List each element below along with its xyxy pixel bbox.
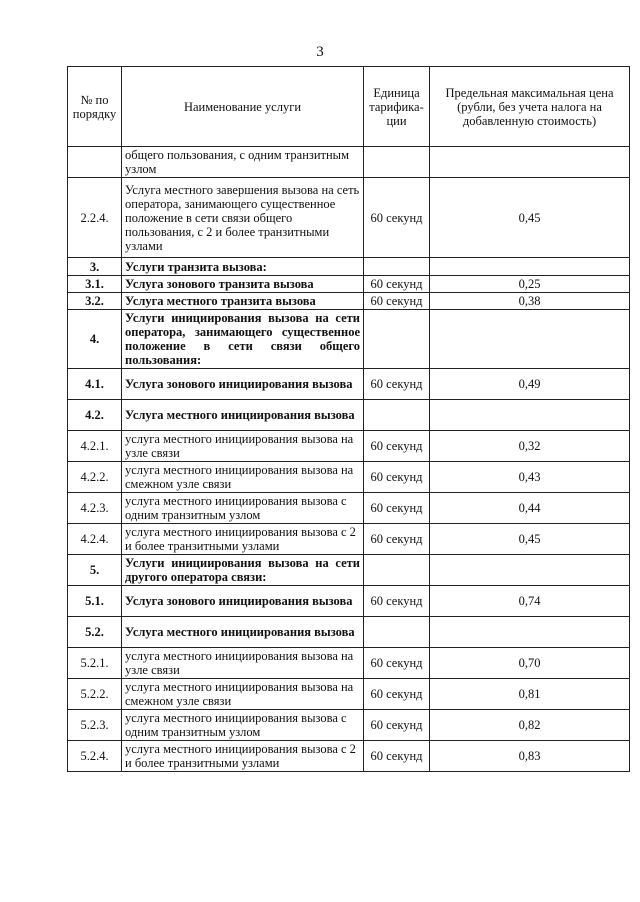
row-num: 5.2.4.	[68, 741, 122, 772]
row-name: услуга местного инициирования вызова на смежном узле связи	[122, 679, 364, 710]
header-unit: Единица тарифика-ции	[364, 67, 430, 147]
table-row	[68, 293, 630, 310]
row-name: услуга местного инициирования вызова на смежном узле связи	[122, 462, 364, 493]
row-price: 0,45	[430, 524, 630, 555]
table-row	[68, 524, 630, 555]
row-unit: 60 секунд	[364, 178, 430, 258]
row-price: 0,82	[430, 710, 630, 741]
table-row	[68, 555, 630, 586]
row-price: 0,70	[430, 648, 630, 679]
row-price: 0,43	[430, 462, 630, 493]
row-name: Услуги инициирования вызова на сети другого оператора связи:	[122, 555, 364, 586]
row-num: 4.2.1.	[68, 431, 122, 462]
row-name: Услуги инициирования вызова на сети оператора, занимающего существенное положение в сети связи общего пользования:	[122, 310, 364, 369]
row-name: Услуга зонового инициирования вызова	[122, 586, 364, 617]
table-row	[68, 679, 630, 710]
table-row	[68, 310, 630, 369]
row-price: 0,49	[430, 369, 630, 400]
row-num: 4.	[68, 310, 122, 369]
row-name: услуга местного инициирования вызова с одним транзитным узлом	[122, 710, 364, 741]
row-num: 3.2.	[68, 293, 122, 310]
row-unit: 60 секунд	[364, 679, 430, 710]
row-price: 0,45	[430, 178, 630, 258]
row-num: 5.	[68, 555, 122, 586]
table-row	[68, 178, 630, 258]
row-unit: 60 секунд	[364, 293, 430, 310]
table-header-row	[68, 67, 630, 147]
row-unit: 60 секунд	[364, 710, 430, 741]
row-name: Услуга местного инициирования вызова	[122, 400, 364, 431]
row-num: 5.1.	[68, 586, 122, 617]
row-num: 4.2.4.	[68, 524, 122, 555]
row-name: услуга местного инициирования вызова с одним транзитным узлом	[122, 493, 364, 524]
row-num: 3.	[68, 258, 122, 276]
row-name: Услуга местного инициирования вызова	[122, 617, 364, 648]
row-name: Услуги транзита вызова:	[122, 258, 364, 276]
table-row	[68, 258, 630, 276]
row-num: 5.2.1.	[68, 648, 122, 679]
table-row	[68, 400, 630, 431]
header-price: Предельная максимальная цена (рубли, без учета налога на добавленную стоимость)	[430, 67, 630, 147]
row-num: 4.2.3.	[68, 493, 122, 524]
row-unit: 60 секунд	[364, 276, 430, 293]
row-num: 4.2.	[68, 400, 122, 431]
row-unit	[364, 147, 430, 178]
row-num: 4.2.2.	[68, 462, 122, 493]
header-num: № по порядку	[68, 67, 122, 147]
table-row	[68, 710, 630, 741]
row-name: Услуга местного транзита вызова	[122, 293, 364, 310]
row-price	[430, 555, 630, 586]
table-row	[68, 369, 630, 400]
row-price	[430, 617, 630, 648]
row-num: 4.1.	[68, 369, 122, 400]
row-name: услуга местного инициирования вызова на узле связи	[122, 431, 364, 462]
row-unit: 60 секунд	[364, 648, 430, 679]
row-price: 0,81	[430, 679, 630, 710]
row-price: 0,83	[430, 741, 630, 772]
row-unit: 60 секунд	[364, 524, 430, 555]
row-price	[430, 258, 630, 276]
row-name: услуга местного инициирования вызова с 2 и более транзитными узлами	[122, 524, 364, 555]
row-unit	[364, 400, 430, 431]
row-name: Услуга зонового инициирования вызова	[122, 369, 364, 400]
row-num: 3.1.	[68, 276, 122, 293]
row-price: 0,74	[430, 586, 630, 617]
row-name: услуга местного инициирования вызова на узле связи	[122, 648, 364, 679]
page-number: 3	[316, 44, 324, 60]
row-name: общего пользования, с одним транзитным узлом	[122, 147, 364, 178]
row-unit: 60 секунд	[364, 431, 430, 462]
row-price: 0,44	[430, 493, 630, 524]
row-price: 0,25	[430, 276, 630, 293]
row-price	[430, 147, 630, 178]
table-row	[68, 586, 630, 617]
table-row	[68, 617, 630, 648]
table-row	[68, 648, 630, 679]
row-unit	[364, 555, 430, 586]
row-num: 5.2.	[68, 617, 122, 648]
row-num: 5.2.3.	[68, 710, 122, 741]
row-unit	[364, 258, 430, 276]
row-price	[430, 400, 630, 431]
table-row	[68, 462, 630, 493]
table-row	[68, 493, 630, 524]
row-unit: 60 секунд	[364, 493, 430, 524]
table-row	[68, 431, 630, 462]
row-unit: 60 секунд	[364, 369, 430, 400]
row-name: Услуга местного завершения вызова на сеть оператора, занимающего существенное положение в сети связи общего пользования, с 2 и более транзитными узлами	[122, 178, 364, 258]
tariff-table	[67, 66, 630, 772]
row-unit: 60 секунд	[364, 586, 430, 617]
header-name: Наименование услуги	[122, 67, 364, 147]
table-row	[68, 276, 630, 293]
row-unit: 60 секунд	[364, 462, 430, 493]
row-name: Услуга зонового транзита вызова	[122, 276, 364, 293]
row-name: услуга местного инициирования вызова с 2 и более транзитными узлами	[122, 741, 364, 772]
table-row	[68, 147, 630, 178]
row-price	[430, 310, 630, 369]
row-num: 5.2.2.	[68, 679, 122, 710]
row-unit: 60 секунд	[364, 741, 430, 772]
row-unit	[364, 310, 430, 369]
row-num: 2.2.4.	[68, 178, 122, 258]
row-num	[68, 147, 122, 178]
table-row	[68, 741, 630, 772]
row-price: 0,32	[430, 431, 630, 462]
row-unit	[364, 617, 430, 648]
row-price: 0,38	[430, 293, 630, 310]
